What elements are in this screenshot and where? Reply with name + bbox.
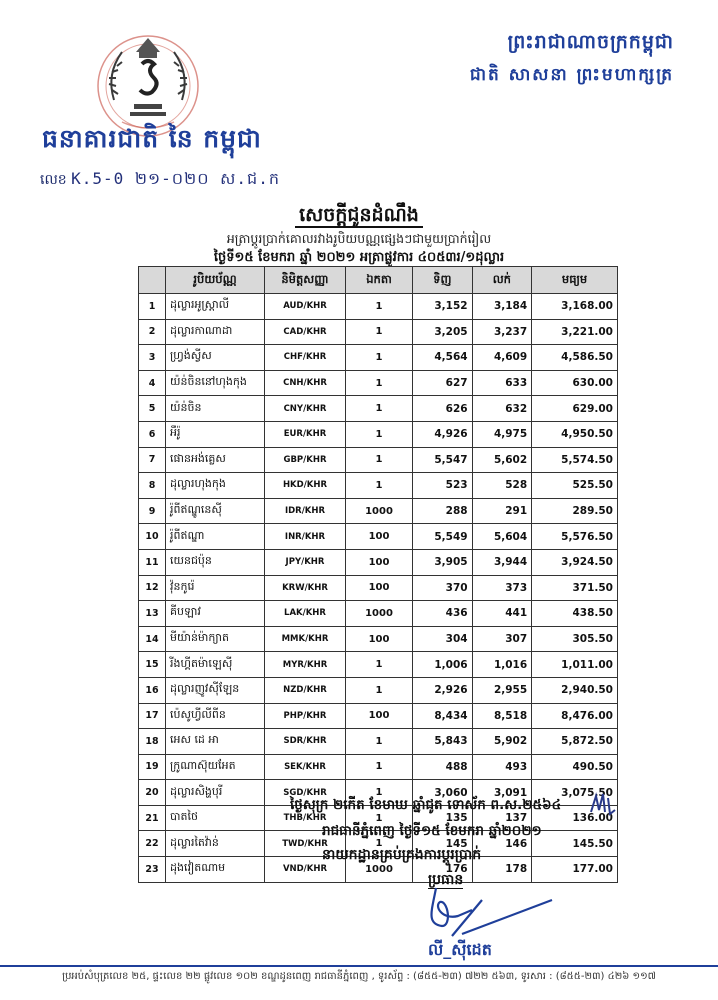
footer-address: ប្រអប់សំបុត្រលេខ ២៥, ផ្ទះលេខ ២២ ផ្លូវលេខ ១០២ ខណ្ឌដូនពេញ រាជធានីភ្នំពេញ , ទូរស័ព្ទ : (៨៥៥-២៣) ៧២២ ៥៦៣, ទូរសារ : (៨៥៥-២៣) ៤២៦ ១១៧: [62, 971, 656, 982]
currency-name: បាតថៃ: [166, 805, 265, 831]
currency-unit: 1: [346, 473, 413, 499]
currency-name: ដុល្លារកាណាដា: [166, 319, 265, 345]
currency-unit: 1: [346, 319, 413, 345]
header-buy: ទិញ: [413, 267, 473, 294]
currency-symbol: GBP/KHR: [265, 447, 346, 473]
sell-rate: 2,955: [472, 677, 532, 703]
header-symbol: និមិត្តសញ្ញា: [265, 267, 346, 294]
table-row: [139, 345, 618, 371]
buy-rate: 5,547: [413, 447, 473, 473]
currency-symbol: SGD/KHR: [265, 780, 346, 806]
table-row: [139, 703, 618, 729]
currency-unit: 1: [346, 396, 413, 422]
currency-symbol: THB/KHR: [265, 805, 346, 831]
row-number: 21: [139, 805, 166, 831]
currency-symbol: SDR/KHR: [265, 729, 346, 755]
currency-unit: 1: [346, 370, 413, 396]
document-title: [0, 203, 718, 231]
sell-rate: 1,016: [472, 652, 532, 678]
currency-symbol: SEK/KHR: [265, 754, 346, 780]
row-number: 23: [139, 857, 166, 883]
average-rate: 177.00: [532, 857, 618, 883]
row-number: 6: [139, 421, 166, 447]
currency-unit: 1: [346, 421, 413, 447]
table-row: [139, 524, 618, 550]
table-row: [139, 447, 618, 473]
average-rate: 4,950.50: [532, 421, 618, 447]
buy-rate: 370: [413, 575, 473, 601]
currency-symbol: NZD/KHR: [265, 677, 346, 703]
table-row: [139, 677, 618, 703]
row-number: 5: [139, 396, 166, 422]
buy-rate: 5,843: [413, 729, 473, 755]
currency-unit: 100: [346, 549, 413, 575]
national-motto: ជាតិ សាសនា ព្រះមហាក្សត្រ: [469, 65, 674, 85]
row-number: 10: [139, 524, 166, 550]
currency-name: វ៉ុនកូរ៉េ: [166, 575, 265, 601]
sell-rate: 137: [472, 805, 532, 831]
sell-rate: 3,944: [472, 549, 532, 575]
table-row: [139, 626, 618, 652]
row-number: 1: [139, 294, 166, 320]
average-rate: 5,576.50: [532, 524, 618, 550]
average-rate: 305.50: [532, 626, 618, 652]
header-average: មធ្យម: [532, 267, 618, 294]
sell-rate: 3,091: [472, 780, 532, 806]
currency-name: រីងហ្គីតម៉ាឡេស៊ី: [166, 652, 265, 678]
currency-unit: 1: [346, 447, 413, 473]
row-number: 9: [139, 498, 166, 524]
currency-unit: 100: [346, 575, 413, 601]
average-rate: 5,574.50: [532, 447, 618, 473]
sell-rate: 441: [472, 601, 532, 627]
average-rate: 8,476.00: [532, 703, 618, 729]
average-rate: 490.50: [532, 754, 618, 780]
currency-symbol: HKD/KHR: [265, 473, 346, 499]
footer-place-date: រាជធានីភ្នំពេញ ថ្ងៃទី១៥ ខែមករា ឆ្នាំ២០២១: [322, 823, 542, 839]
footer-department: នាយកដ្ឋានគ្រប់គ្រងការប្ដូរប្រាក់: [322, 847, 482, 863]
average-rate: 145.50: [532, 831, 618, 857]
average-rate: 629.00: [532, 396, 618, 422]
buy-rate: 4,926: [413, 421, 473, 447]
currency-unit: 100: [346, 703, 413, 729]
sell-rate: 291: [472, 498, 532, 524]
row-number: 22: [139, 831, 166, 857]
document-date-line: ថ្ងៃទី១៥ ខែមករា ឆ្នាំ ២០២១ អត្រាផ្លូវការ ៤០៥៣រ/១ដុល្លារ: [213, 250, 505, 265]
table-row: [139, 549, 618, 575]
document-subtitle: អត្រាប្ដូរប្រាក់គោលរវាងរូបិយបណ្ណផ្សេងៗជាមួយប្រាក់រៀល: [226, 231, 492, 246]
average-rate: 438.50: [532, 601, 618, 627]
exchange-rate-table: [138, 266, 618, 883]
currency-name: យ៉ន់ចិន: [166, 396, 265, 422]
currency-unit: 1: [346, 805, 413, 831]
document-title-text: សេចក្ដីជូនដំណឹង: [295, 204, 423, 228]
currency-name: រ៉ូពីឥណ្ឌូនេស៊ី: [166, 498, 265, 524]
table-row: [139, 575, 618, 601]
footer-position-text: ប្រធាន: [428, 872, 464, 888]
table-row: [139, 729, 618, 755]
currency-unit: 100: [346, 626, 413, 652]
table-row: [139, 473, 618, 499]
table-row: [139, 754, 618, 780]
buy-rate: 488: [413, 754, 473, 780]
sell-rate: 178: [472, 857, 532, 883]
signer-name: លី_ស៊ីដេត: [428, 940, 492, 959]
table-row: [139, 370, 618, 396]
buy-rate: 5,549: [413, 524, 473, 550]
row-number: 12: [139, 575, 166, 601]
average-rate: 2,940.50: [532, 677, 618, 703]
handwritten-initial-icon: [588, 790, 618, 818]
average-rate: 630.00: [532, 370, 618, 396]
buy-rate: 8,434: [413, 703, 473, 729]
buy-rate: 4,564: [413, 345, 473, 371]
buy-rate: 436: [413, 601, 473, 627]
currency-name: ដុល្លារតៃវ៉ាន់: [166, 831, 265, 857]
sell-rate: 8,518: [472, 703, 532, 729]
buy-rate: 288: [413, 498, 473, 524]
bank-name: ធនាគារជាតិ នៃ កម្ពុជា: [42, 124, 262, 153]
currency-unit: 100: [346, 524, 413, 550]
buy-rate: 3,060: [413, 780, 473, 806]
header-unit: ឯកតា: [346, 267, 413, 294]
row-number: 15: [139, 652, 166, 678]
average-rate: 5,872.50: [532, 729, 618, 755]
average-rate: 1,011.00: [532, 652, 618, 678]
row-number: 20: [139, 780, 166, 806]
table-row: [139, 319, 618, 345]
row-number: 17: [139, 703, 166, 729]
buy-rate: 627: [413, 370, 473, 396]
currency-symbol: KRW/KHR: [265, 575, 346, 601]
reference-number: [40, 168, 280, 192]
currency-symbol: PHP/KHR: [265, 703, 346, 729]
currency-symbol: IDR/KHR: [265, 498, 346, 524]
buy-rate: 3,205: [413, 319, 473, 345]
currency-unit: 1: [346, 729, 413, 755]
buy-rate: 1,006: [413, 652, 473, 678]
currency-symbol: VND/KHR: [265, 857, 346, 883]
currency-unit: 1: [346, 780, 413, 806]
row-number: 11: [139, 549, 166, 575]
sell-rate: 3,237: [472, 319, 532, 345]
currency-unit: 1: [346, 294, 413, 320]
currency-symbol: TWD/KHR: [265, 831, 346, 857]
currency-name: យ៉ន់ចិននៅហុងកុង: [166, 370, 265, 396]
row-number: 2: [139, 319, 166, 345]
footer-lunar-date: ថ្ងៃសុក្រ ២កើត ខែមាឃ ឆ្នាំជូត ទោស័ក ព.ស.២៥៦៤: [290, 797, 562, 813]
currency-unit: 1: [346, 831, 413, 857]
header-sell: លក់: [472, 267, 532, 294]
row-number: 19: [139, 754, 166, 780]
average-rate: 136.00: [532, 805, 618, 831]
table-row: [139, 601, 618, 627]
row-number: 16: [139, 677, 166, 703]
average-rate: 4,586.50: [532, 345, 618, 371]
average-rate: 3,924.50: [532, 549, 618, 575]
currency-symbol: CNY/KHR: [265, 396, 346, 422]
currency-name: អឺរ៉ូ: [166, 421, 265, 447]
table-row: [139, 294, 618, 320]
currency-name: យេនជប៉ុន: [166, 549, 265, 575]
currency-name: ដុល្លារអូស្ត្រាលី: [166, 294, 265, 320]
currency-symbol: MMK/KHR: [265, 626, 346, 652]
currency-name: ផោនអង់គ្លេស: [166, 447, 265, 473]
buy-rate: 523: [413, 473, 473, 499]
average-rate: 3,075.50: [532, 780, 618, 806]
kingdom-header: [470, 30, 674, 89]
table-row: [139, 396, 618, 422]
table-row: [139, 652, 618, 678]
currency-unit: 1: [346, 754, 413, 780]
footer-divider: [0, 965, 718, 967]
currency-symbol: INR/KHR: [265, 524, 346, 550]
sell-rate: 633: [472, 370, 532, 396]
table-row: [139, 421, 618, 447]
row-number: 3: [139, 345, 166, 371]
currency-name: មីយ៉ាន់ម៉ាក្យាត: [166, 626, 265, 652]
reference-prefix: លេខ: [40, 172, 67, 188]
currency-name: ដុងវៀតណាម: [166, 857, 265, 883]
kingdom-name: ព្រះរាជាណាចក្រកម្ពុជា: [507, 31, 674, 53]
currency-unit: 1: [346, 345, 413, 371]
currency-name: ក្រូណាស៊ុយអែត: [166, 754, 265, 780]
currency-symbol: AUD/KHR: [265, 294, 346, 320]
sell-rate: 307: [472, 626, 532, 652]
sell-rate: 5,902: [472, 729, 532, 755]
average-rate: 3,221.00: [532, 319, 618, 345]
row-number: 8: [139, 473, 166, 499]
currency-unit: 1: [346, 652, 413, 678]
header-currency: រូបិយប័ណ្ណ: [166, 267, 265, 294]
currency-name: រ៉ូពីឥណ្ឌា: [166, 524, 265, 550]
row-number: 7: [139, 447, 166, 473]
buy-rate: 145: [413, 831, 473, 857]
buy-rate: 135: [413, 805, 473, 831]
buy-rate: 3,905: [413, 549, 473, 575]
sell-rate: 5,602: [472, 447, 532, 473]
row-number: 4: [139, 370, 166, 396]
table-row: [139, 498, 618, 524]
currency-name: អេស ដេ អា: [166, 729, 265, 755]
sell-rate: 4,975: [472, 421, 532, 447]
sell-rate: 146: [472, 831, 532, 857]
sell-rate: 3,184: [472, 294, 532, 320]
currency-name: ប៉េសូហ្វីលីពីន: [166, 703, 265, 729]
sell-rate: 493: [472, 754, 532, 780]
sell-rate: 5,604: [472, 524, 532, 550]
currency-symbol: JPY/KHR: [265, 549, 346, 575]
buy-rate: 626: [413, 396, 473, 422]
average-rate: 371.50: [532, 575, 618, 601]
sell-rate: 4,609: [472, 345, 532, 371]
currency-symbol: CAD/KHR: [265, 319, 346, 345]
currency-name: គីបឡាវ: [166, 601, 265, 627]
average-rate: 525.50: [532, 473, 618, 499]
currency-unit: 1000: [346, 498, 413, 524]
currency-name: ដុល្លារសិង្ហបុរី: [166, 780, 265, 806]
header-no: [139, 267, 166, 294]
table-header-row: [139, 267, 618, 294]
buy-rate: 176: [413, 857, 473, 883]
average-rate: 3,168.00: [532, 294, 618, 320]
row-number: 18: [139, 729, 166, 755]
currency-name: ហ្វ្រង់ស្វីស: [166, 345, 265, 371]
reference-value: K.5-0 ២១-០២០ ស.ជ.ក: [71, 169, 280, 188]
row-number: 13: [139, 601, 166, 627]
currency-symbol: MYR/KHR: [265, 652, 346, 678]
currency-name: ដុល្លារហុងកុង: [166, 473, 265, 499]
currency-symbol: EUR/KHR: [265, 421, 346, 447]
buy-rate: 304: [413, 626, 473, 652]
sell-rate: 373: [472, 575, 532, 601]
sell-rate: 632: [472, 396, 532, 422]
row-number: 14: [139, 626, 166, 652]
currency-unit: 1000: [346, 857, 413, 883]
buy-rate: 2,926: [413, 677, 473, 703]
currency-symbol: CHF/KHR: [265, 345, 346, 371]
signature-icon: [412, 880, 562, 940]
currency-unit: 1000: [346, 601, 413, 627]
sell-rate: 528: [472, 473, 532, 499]
average-rate: 289.50: [532, 498, 618, 524]
buy-rate: 3,152: [413, 294, 473, 320]
currency-symbol: LAK/KHR: [265, 601, 346, 627]
currency-symbol: CNH/KHR: [265, 370, 346, 396]
currency-name: ដុល្លារញូវស៊ីឡែន: [166, 677, 265, 703]
currency-unit: 1: [346, 677, 413, 703]
